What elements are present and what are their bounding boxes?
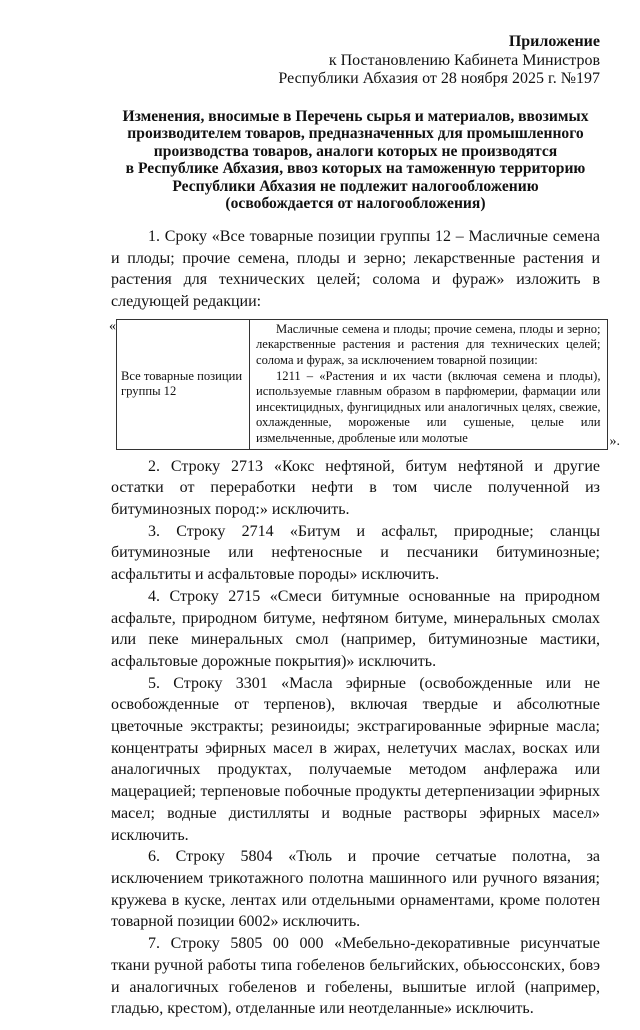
table-cell-code: Все товарные позиции группы 12 xyxy=(117,319,250,449)
paragraph-5: 5. Строку 3301 «Масла эфирные (освобожденные или не освобожденные от терпенов), включая твердые и абсолютные цветочные экстракты; резиноиды; экстрагированные эфирные масла; концентраты эфирных масел в жирах, нелетучих маслах, восках или аналогичных продуктах, получаемые методом анфлеража или мацерацией; терпеновые побочные продукты детерпенизации эфирных масел; водные дистилляты и водные растворы эфирных масел» исключить. xyxy=(111,674,600,844)
header-line-1: к Постановлению Кабинета Министров xyxy=(328,51,600,69)
table-close-quote: ». xyxy=(609,433,620,449)
paragraph-1: 1. Сроку «Все товарные позиции группы 12 – Масличные семена и плоды; прочие семена, плоды и зерно; лекарственные растения и растения для технических целей; солома и фураж» изложить в следующей редакции: xyxy=(111,228,600,311)
amendment-table xyxy=(116,319,608,450)
appendix-label: Приложение xyxy=(508,33,600,50)
title-line: производителем товаров, предназначенных для промышленного xyxy=(127,125,584,143)
paragraph-2: 2. Строку 2713 «Кокс нефтяной, битум нефтяной и другие остатки от переработки нефти в том числе полученной из битуминозных пород:» исключить. xyxy=(111,457,600,519)
description-part-1: Масличные семена и плоды; прочие семена, плоды и зерно; лекарственные растения и растения для технических целей; солома и фураж, за исключением товарной позиции: xyxy=(256,321,601,368)
title-line: Изменения, вносимые в Перечень сырья и материалов, ввозимых xyxy=(122,107,589,125)
paragraph-3: 3. Строку 2714 «Битум и асфальт, природные; сланцы битуминозные или нефтеносные и песчаники битуминозные; асфальтиты и асфальтовые породы» исключить. xyxy=(111,522,600,584)
paragraph-6: 6. Строку 5804 «Тюль и прочие сетчатые полотна, за исключением трикотажного полотна машинного или ручного вязания; кружева в куске, лентах или отдельными орнаментами, кроме полотен товарной позиции 6002» исключить. xyxy=(111,848,600,931)
title-line: (освобождается от налогообложения) xyxy=(225,195,486,213)
table-open-quote: « xyxy=(109,318,116,334)
title-line: в Республике Абхазия, ввоз которых на таможенную территорию xyxy=(125,160,586,178)
document-title xyxy=(111,108,600,214)
document-header xyxy=(111,33,600,89)
paragraph-4: 4. Строку 2715 «Смеси битумные основанные на природном асфальте, природном битуме, нефтяном битуме, минеральных смолах или пеке минеральных смол (например, битуминозные мастики, асфальтовые дорожные покрытия)» исключить. xyxy=(111,587,600,670)
header-line-2: Республики Абхазия от 28 ноября 2025 г. №197 xyxy=(278,70,600,87)
table-cell-description xyxy=(250,319,608,449)
paragraph-7: 7. Строку 5805 00 000 «Мебельно-декоративные рисунчатые ткани ручной работы типа гобеленов бельгийских, обьюссонских, бовэ и аналогичных гобеленов и гобелены, вышитые иглой (например, гладью, крестом), отделанные или неотделанные» исключить. xyxy=(111,935,600,1018)
table-row-wrapper xyxy=(109,319,620,450)
title-line: производства товаров, аналоги которых не производятся xyxy=(153,142,558,160)
description-part-2: 1211 – «Растения и их части (включая семена и плоды), используемые главным образом в парфюмерии, фармации или инсектицидных, фунгицидных или аналогичных целях, свежие, охлажденные, мороженые или сушеные, целые или измельченные, дробленые или молотые xyxy=(256,368,601,446)
title-line: Республики Абхазия не подлежит налогообложению xyxy=(172,177,539,195)
